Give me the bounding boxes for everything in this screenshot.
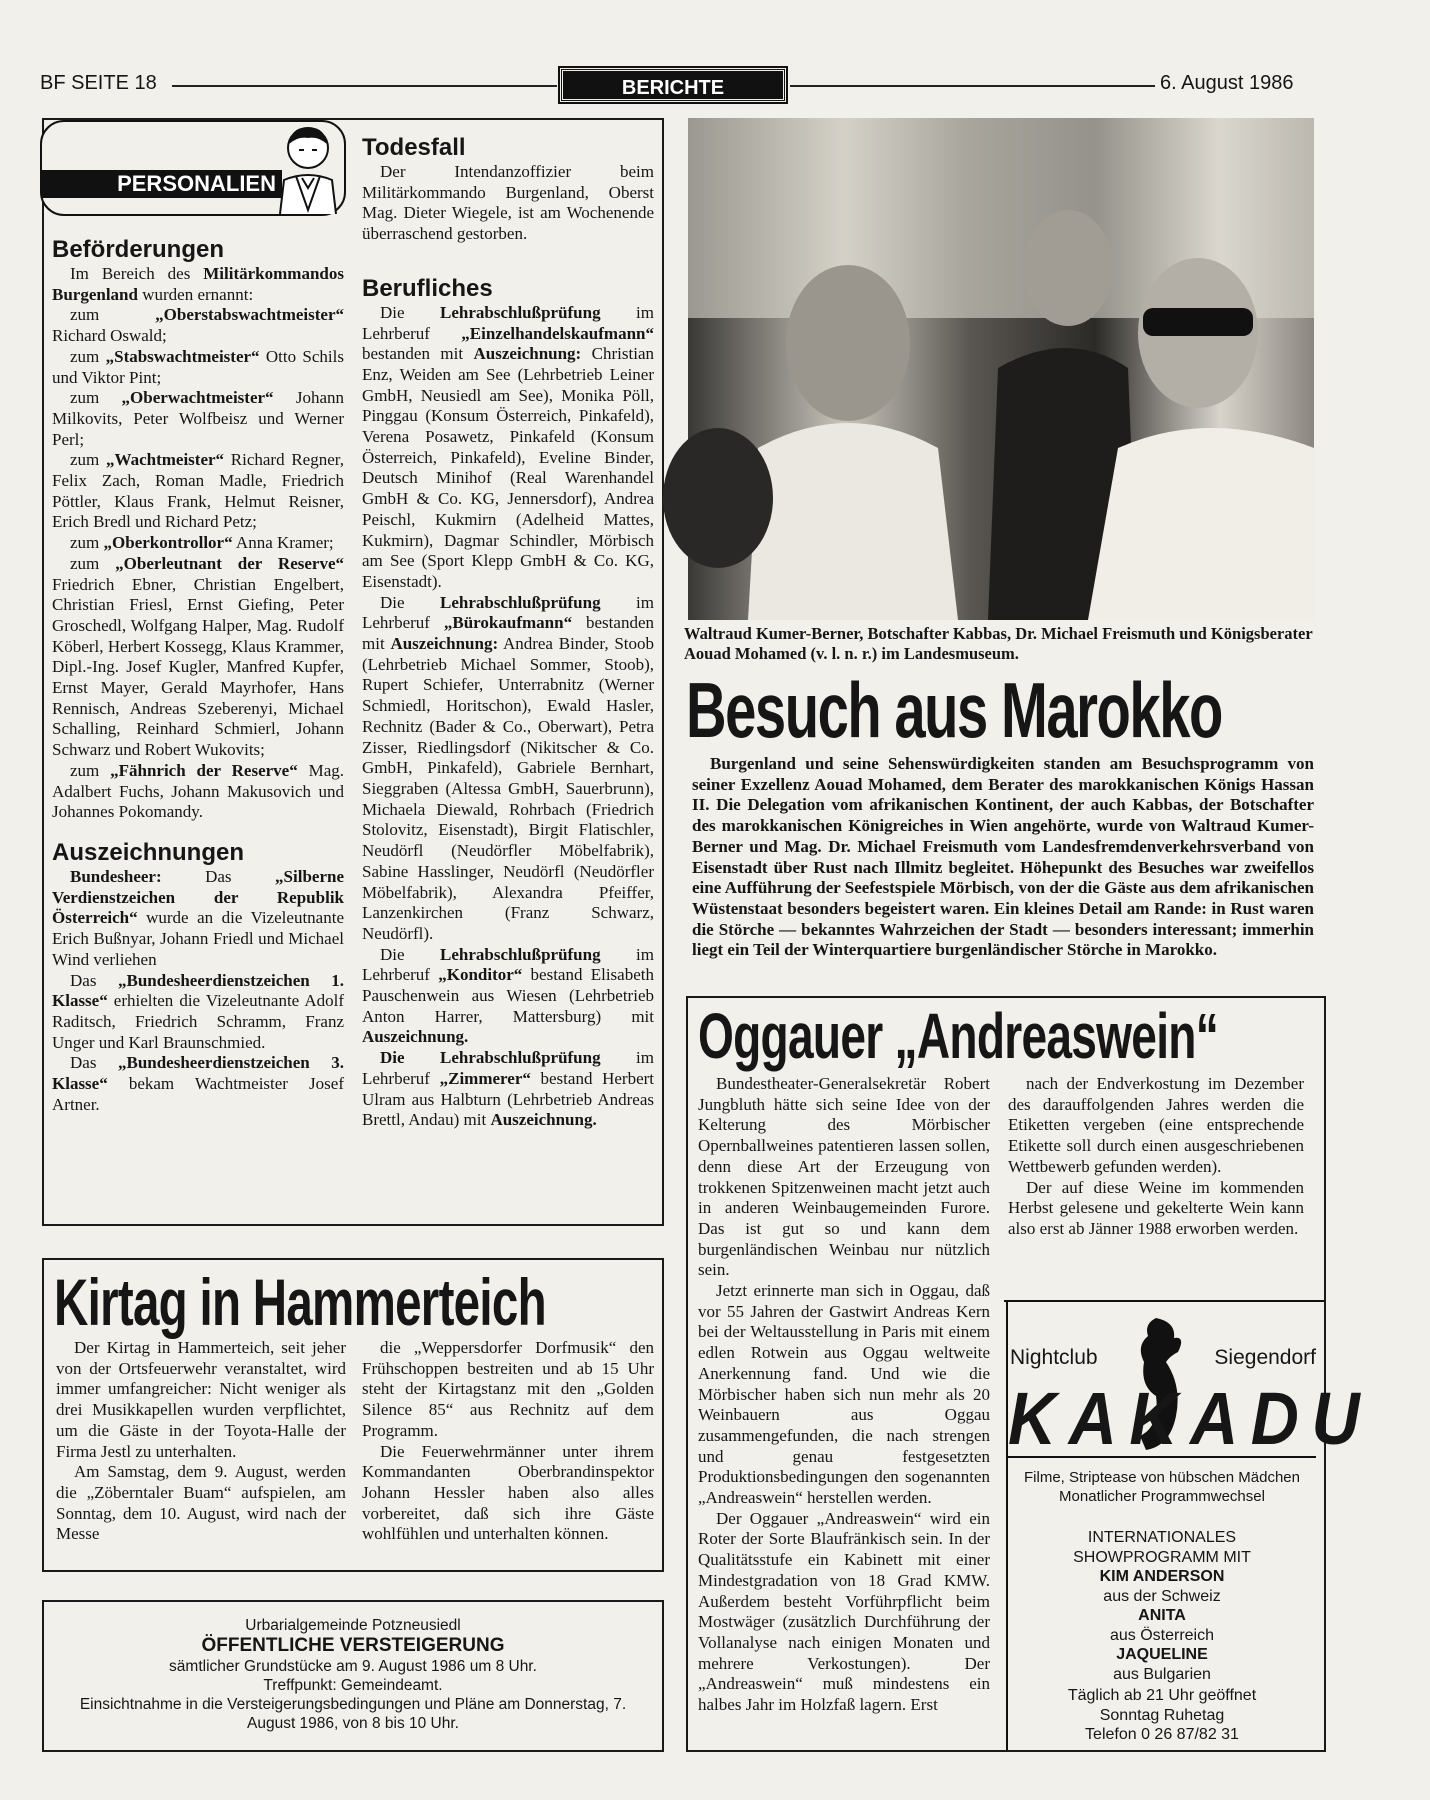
section-heading: Berufliches xyxy=(362,274,493,302)
berufliches-text xyxy=(362,303,654,1131)
bold-text-run: „Konditor“ xyxy=(438,965,523,985)
text-run: im Lehrberuf xyxy=(362,592,654,633)
paragraph xyxy=(362,1048,654,1131)
text-run: Der Oggauer „Andreaswein“ wird ein Roter der Sorte Blaufränkisch sein. In der Qualitätsstufe ein Kabinett mit einer Mindestgradation von 18 Grad KMW. Außerdem besteht Vorführpflicht beim Mostwäger (zusätzlich Durchführung der Vollanalyse nach einigen Monaten und mehrere Verkostungen). Der „Andreaswein“ muß mindestens ein halbes Jahr im Holzfaß lagern. Erst xyxy=(698,1508,990,1715)
bold-text-run: Lehrabschlußprüfung xyxy=(439,592,601,612)
paragraph xyxy=(52,347,344,388)
paragraph xyxy=(52,533,344,554)
paragraph xyxy=(698,1074,990,1281)
bold-text-run: „Oberwachtmeister“ xyxy=(121,388,274,408)
personalien-logo-label: PERSONALIEN xyxy=(42,170,282,198)
text-run: bekam Wachtmeister Josef Artner. xyxy=(52,1074,344,1114)
bold-text-run: Bundesheer: xyxy=(70,866,162,886)
ad-show-line: INTERNATIONALES xyxy=(1087,1529,1237,1546)
paragraph xyxy=(52,554,344,761)
person-icon xyxy=(278,122,344,214)
text-run: Andrea Binder, Stoob (Lehrbetrieb Michael Sommer, Stoob), Rupert Schiefer, Unterrabnitz (Werner Schmiedl, Horitschon), Ewald Hasler, Rechnitz (Bader & Co., Oberwart), Petra Zisser, Riedlingsdorf (Nikitscher & Co. GmbH, Pinkafeld), Gabriele Bernhart, Sieggraben (Altessa GmbH, Sauerbrunn), Michaela Diewald, Rohrbach (Friedrich Stolovitz, Eisenstadt), Birgit Flatischler, Neudörfl (Neudörfler Möbelfabrik), Sabine Hasslinger, Neudörfl (Neudörfler Möbelfabrik), Alexandra Pfeiffer, Lanzenkirchen (Franz Schwarz, Neudörfl). xyxy=(362,634,655,943)
bold-text-run: „Stabswachtmeister“ xyxy=(105,346,260,366)
befoerderungen-text xyxy=(52,264,344,823)
text-run: Jetzt erinnerte man sich in Oggau, daß vor 55 Jahren der Gastwirt Andreas Kern bei der Weltausstellung in Paris mit einem edlen Rotwein aus Oggau weltweite Anerkennung fand. Und wie die Mörbischer haben sich nun mehr als 20 Weinbauern aus Oggau zusammengefunden, die nach strengen und genau festgesetzten Produktionsbedingungen den sogenannten „Andreaswein“ herstellen werden. xyxy=(698,1281,990,1508)
kirtag-column-right xyxy=(362,1338,654,1566)
auszeichnungen-text xyxy=(52,867,344,1115)
ad-taglines xyxy=(1008,1468,1316,1506)
text-run: Das xyxy=(70,1053,118,1073)
oggau-headline: Oggauer „Andreaswein“ xyxy=(698,1000,1219,1072)
auction-inspection: Einsichtnahme in die Versteigerungsbedingungen und Pläne am Donnerstag, 7. August 1986, von 8 bis 10 Uhr. xyxy=(79,1696,627,1732)
paragraph xyxy=(56,1462,346,1545)
ad-tagline: Filme, Striptease von hübschen Mädchen xyxy=(1024,1469,1300,1486)
bold-text-run: Militärkommandos Burgenland xyxy=(52,264,344,304)
oggau-headline-wrap xyxy=(698,1000,1420,1072)
text-run: zum xyxy=(70,553,116,573)
paragraph xyxy=(698,1281,990,1509)
ad-rest-day: Sonntag Ruhetag xyxy=(1099,1706,1225,1724)
photo-caption: Waltraud Kumer-Berner, Botschafter Kabbas, Dr. Michael Freismuth und Königsberater Aouad Mohamed (v. l. n. r.) im Landesmuseum. xyxy=(684,624,1313,663)
text-run: nach der Endverkostung im Dezember des darauffolgenden Jahres werden die Etiketten vergeben (eine entsprechende Etikette soll durch einen ausgeschriebenen Wettbewerb gefunden werden). xyxy=(1008,1074,1304,1176)
page-number: BF SEITE 18 xyxy=(40,72,157,94)
paragraph xyxy=(362,303,654,593)
kirtag-headline: Kirtag in Hammerteich xyxy=(54,1265,546,1339)
text-run: zum xyxy=(70,346,106,366)
kirtag-column-left xyxy=(56,1338,346,1566)
text-run: Im Bereich des xyxy=(70,264,204,283)
bold-text-run: „Fähnrich der Reserve“ xyxy=(110,760,298,780)
photo-people-illustration xyxy=(688,118,1314,620)
text-run: Johann Milkovits, Peter Wolfbeisz und Werner Perl; xyxy=(52,388,344,449)
ad-artist-origin: aus der Schweiz xyxy=(1103,1587,1221,1605)
ad-artist-origin: aus Österreich xyxy=(1109,1626,1215,1644)
text-run: im Lehrberuf xyxy=(362,302,654,343)
text-run: Am Samstag, dem 9. August, werden die „Zöberntaler Buam“ aufspielen, am Sonntag, dem 10. August, wird nach der Messe xyxy=(56,1462,346,1544)
oggau-column-left xyxy=(698,1074,990,1746)
text-run: Richard Oswald; xyxy=(52,326,167,346)
bold-text-run: „Einzelhandelskaufmann“ xyxy=(461,323,654,343)
ad-nightclub-label: Nightclub xyxy=(1010,1346,1098,1369)
text-run: Richard Regner, Felix Zach, Roman Madle, Friedrich Pöttler, Klaus Frank, Helmut Reisner, Erich Bredl und Richard Petz; xyxy=(52,450,344,532)
ad-opening-hours: Täglich ab 21 Uhr geöffnet xyxy=(1067,1687,1257,1704)
bold-text-run: „Bundesheerdienstzeichen 1. Klasse“ xyxy=(52,970,344,1011)
paragraph xyxy=(362,1338,654,1442)
bold-text-run: „Oberstabswachtmeister“ xyxy=(155,305,344,325)
text-run: bestand Herbert Ulram aus Halbturn (Lehrbetrieb Andreas Brettl, Andau) mit xyxy=(362,1068,654,1130)
text-run: Die xyxy=(380,302,440,322)
text-run: Der auf diese Weine im kommenden Herbst gelesene und gekelterte Wein kann also erst ab Jänner 1988 erworben werden. xyxy=(1008,1177,1304,1238)
section-heading: Auszeichnungen xyxy=(52,838,245,866)
bold-text-run: „Bürokaufmann“ xyxy=(443,613,573,633)
ad-location-label: Siegendorf xyxy=(1214,1346,1316,1369)
bold-text-run: „Bundesheerdienstzeichen 3. Klasse“ xyxy=(52,1053,344,1094)
auction-meeting-point: Treffpunkt: Gemeindeamt. xyxy=(263,1677,443,1694)
paragraph xyxy=(362,1442,654,1546)
paragraph xyxy=(362,593,654,945)
news-photo xyxy=(688,118,1314,620)
text-run: zum xyxy=(70,450,107,470)
section-heading: Todesfall xyxy=(362,134,466,161)
text-run: Das xyxy=(161,866,276,886)
paragraph xyxy=(52,388,344,450)
marokko-headline: Besuch aus Marokko xyxy=(686,666,1222,754)
text-run: bestanden mit xyxy=(362,344,474,364)
text-run: Anna Kramer; xyxy=(232,533,334,553)
marokko-body xyxy=(692,754,1314,984)
bold-text-run: Die Lehrabschlußprüfung xyxy=(380,1048,601,1068)
paragraph xyxy=(692,754,1314,961)
divider xyxy=(1008,1456,1316,1458)
text-run: Das xyxy=(70,970,118,990)
paragraph xyxy=(1008,1178,1304,1240)
bold-text-run: Lehrabschlußprüfung xyxy=(439,302,601,322)
ad-show-line: SHOWPROGRAMM MIT xyxy=(1073,1548,1251,1566)
section-heading: Beförderungen xyxy=(52,236,225,263)
text-run: zum xyxy=(70,305,156,325)
text-run: zum xyxy=(70,760,111,780)
bold-text-run: Auszeichnung. xyxy=(362,1027,469,1047)
text-run: zum xyxy=(70,388,122,408)
ad-artist-name: JAQUELINE xyxy=(1116,1646,1208,1663)
ad-program xyxy=(1008,1528,1316,1684)
header-rule xyxy=(172,85,557,87)
bold-text-run: „Wachtmeister“ xyxy=(106,450,225,470)
text-run: wurde an die Vizeleutnante Erich Bußnyar, Johann Friedl und Michael Wind verliehen xyxy=(52,908,344,969)
text-run: Christian Enz, Weiden am See (Lehrbetrieb Leiner GmbH, Neusiedl am See), Monika Pöll, Pinggau (Konsum Österreich, Pinkafeld), Verena Posawetz, Pinkafeld (Konsum Österreich, Pinkafeld), Eveline Binder, Deutsch Minihof (Real Warenhandel GmbH & Co. KG, Jennersdorf), Andrea Peischl, Kukmirn (Adelheid Mattes, Kukmirn), Dagmar Schindler, Mörbisch am See (Sport Klepp GmbH & Co. KG, Eisenstadt). xyxy=(362,344,654,591)
bold-text-run: „Oberkontrollor“ xyxy=(103,533,233,553)
bold-text-run: „Zimmerer“ xyxy=(439,1068,531,1088)
text-run: Otto Schils und Viktor Pint; xyxy=(52,346,344,387)
personalien-column-right xyxy=(362,134,654,1220)
kakadu-ad xyxy=(1006,1302,1373,1750)
section-label: BERICHTE xyxy=(560,68,786,102)
paragraph xyxy=(52,264,344,305)
ad-artist-origin: aus Bulgarien xyxy=(1113,1665,1211,1683)
paragraph xyxy=(52,761,344,823)
bold-text-run: „Silberne Verdienstzeichen der Republik Österreich“ xyxy=(52,866,344,928)
personalien-column-left xyxy=(52,236,344,1216)
paragraph xyxy=(52,971,344,1054)
text-run: bestand Elisabeth Pauschenwein aus Wiesen (Lehrbetrieb Anton Harrer, Mattersburg) mit xyxy=(362,965,654,1026)
text-run: im Lehrberuf xyxy=(362,944,654,985)
todesfall-text xyxy=(362,162,654,245)
text-run: Friedrich Ebner, Christian Engelbert, Christian Friesl, Ernst Giefing, Peter Groschedl, Wolfgang Halper, Mag. Rudolf Köberl, Herbert Kossegg, Klaus Krammer, Dipl.-Ing. Josef Kugler, Manfred Kupfer, Ernst Mayer, Gerald Mayrhofer, Hans Rennisch, Andreas Szeberenyi, Michael Schalling, Reinhard Schmierl, Johann Schwarz und Robert Wukovits; xyxy=(52,574,344,760)
oggau-column-right xyxy=(1008,1074,1304,1274)
text-run: erhielten die Vizeleutnante Adolf Raditsch, Friedrich Schramm, Franz Unger und Karl Braunschmied. xyxy=(52,991,344,1052)
bold-text-run: Auszeichnung: xyxy=(473,344,582,364)
text-run: wurden ernannt: xyxy=(137,284,254,304)
ad-artist-name: KIM ANDERSON xyxy=(1099,1568,1225,1585)
personalien-logo xyxy=(40,120,346,216)
bold-text-run: Auszeichnung. xyxy=(490,1110,597,1130)
text-run: Mag. Adalbert Fuchs, Johann Makusovich und Johannes Pokomandy. xyxy=(52,760,344,822)
paragraph xyxy=(1008,1074,1304,1178)
ad-phone: Telefon 0 26 87/82 31 xyxy=(1085,1726,1239,1743)
page-date: 6. August 1986 xyxy=(1160,72,1294,94)
text-run: zum xyxy=(70,533,104,553)
auction-notice xyxy=(42,1600,664,1752)
paragraph xyxy=(362,945,654,1049)
text-run: Die xyxy=(380,592,440,612)
marokko-headline-wrap xyxy=(686,668,1430,752)
paragraph xyxy=(362,162,654,245)
bold-text-run: Lehrabschlußprüfung xyxy=(439,944,601,964)
ad-tagline: Monatlicher Programmwechsel xyxy=(1059,1488,1265,1505)
bold-text-run: „Oberleutnant der Reserve“ xyxy=(115,553,344,573)
paragraph xyxy=(52,450,344,533)
text-run: Der Kirtag in Hammerteich, seit jeher von der Ortsfeuerwehr veranstaltet, wird immer umfangreicher: Nicht weniger als drei Musikkapellen wurden verpflichtet, um die Gäste in der Toyota-Halle der Firma Jestl zu unterhalten. xyxy=(56,1338,346,1461)
text-run: bestanden mit xyxy=(362,613,654,654)
paragraph xyxy=(698,1509,990,1716)
paragraph xyxy=(52,1053,344,1115)
paragraph xyxy=(56,1338,346,1462)
header-rule xyxy=(790,85,1155,87)
ad-logo xyxy=(1008,1377,1373,1460)
text-run: Die xyxy=(380,944,440,964)
paragraph xyxy=(52,305,344,346)
text-run: die „Weppersdorfer Dorfmusik“ den Frühschoppen bestreiten und ab 15 Uhr steht der Kirtagstanz mit den „Golden Silence 85“ aus Rechnitz auf dem Programm. xyxy=(362,1338,654,1440)
ad-hours xyxy=(1008,1686,1316,1745)
auction-title: ÖFFENTLICHE VERSTEIGERUNG xyxy=(201,1635,505,1656)
ad-artist-name: ANITA xyxy=(1138,1607,1186,1624)
kirtag-headline-wrap xyxy=(54,1264,737,1340)
text-run: Der Intendanzoffizier beim Militärkommando Burgenland, Oberst Mag. Dieter Wiegele, ist am Wochenende überraschend gestorben. xyxy=(362,162,654,244)
auction-detail: sämtlicher Grundstücke am 9. August 1986 um 8 Uhr. xyxy=(169,1658,537,1675)
text-run: im Lehrberuf xyxy=(362,1048,654,1088)
text-run: Die Feuerwehrmänner unter ihrem Kommandanten Oberbrandinspektor Johann Hessler haben also alles vorbereitet, daß sich ihre Gäste wohlfühlen und unterhalten können. xyxy=(362,1441,654,1544)
paragraph xyxy=(52,867,344,971)
ad-logo-text: KAKADU xyxy=(1008,1377,1373,1460)
bold-text-run: Burgenland und seine Sehenswürdigkeiten standen am Besuchsprogramm von seiner Exzellenz Aouad Mohamed, dem Berater des marokkanischen Königs Hassan II. Die Delegation vom afrikanischen Kontinent, der auch Kabbas, der Botschafter des marokkanischen Königreiches in Wien angehörte, wurde von Waltraud Kumer-Berner und Mag. Dr. Michael Freismuth vom Landesfremdenverkehrsverband von Eisenstadt über Rust nach Illmitz begleitet. Höhepunkt des Besuches war zweifellos eine Aufführung der Seefestspiele Mörbisch, von der die Gäste aus dem afrikanischen Wüstenstaat besonders begeistert waren. Ein kleines Detail am Rande: in Rust waren die Störche — bekanntes Wahrzeichen der Stadt — besonders interessant; immerhin liegt ein Teil der Winterquartiere burgenländischer Störche in Marokko. xyxy=(692,754,1314,960)
auction-issuer: Urbarialgemeinde Potzneusiedl xyxy=(245,1617,461,1634)
text-run: Bundestheater-Generalsekretär Robert Jungbluth hätte sich seine Idee von der Kelterung des Mörbischer Opernballweines patentieren lassen sollen, denn diese Art der Erzeugung von trokkenen Spitzenweinen macht jetzt auch in anderen Weinbaugemeinden Furore. Das ist gut so und kann dem burgenländischen Weinbau nur nützlich sein. xyxy=(698,1074,990,1280)
bold-text-run: Auszeichnung: xyxy=(390,634,499,654)
